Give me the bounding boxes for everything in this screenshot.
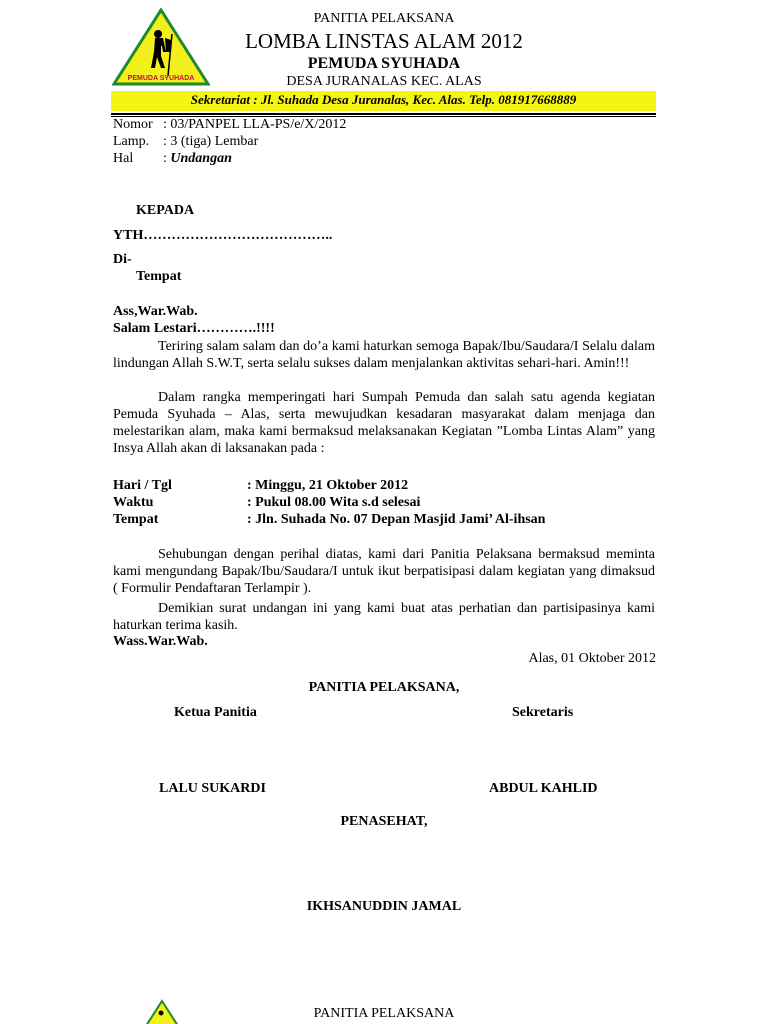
signature-committee: PANITIA PELAKSANA, <box>308 680 460 695</box>
logo-text: PEMUDA SYUHADA <box>127 75 195 82</box>
body-paragraph-4: Demikian surat undangan ini yang kami buat atas perhatian dan partisipasinya kami haturkan terima kasih. <box>113 601 655 633</box>
letter-attachment <box>113 134 258 150</box>
lamp-value: : 3 (tiga) Lembar <box>163 134 259 149</box>
recipient-kepada: KEPADA <box>136 203 195 218</box>
header-rule <box>111 113 656 115</box>
secretary-name: ABDUL KAHLID <box>489 781 598 796</box>
body-paragraph-1: Teriring salam salam dan do’a kami haturkan semoga Bapak/Ibu/Saudara/I Selalu dalam lindungan Allah S.W.T, serta selalu sukses dalam menjalankan aktivitas sehari-hari. Amin!!! <box>113 339 655 371</box>
next-page-committee: PANITIA PELAKSANA <box>313 1006 455 1021</box>
detail-value-date: : Minggu, 21 Oktober 2012 <box>247 478 409 493</box>
greeting-opening: Ass,War.Wab. <box>113 304 198 319</box>
recipient-yth: YTH………………………………….. <box>113 228 333 243</box>
recipient-tempat: Tempat <box>136 269 182 284</box>
committee-heading: PANITIA PELAKSANA <box>313 11 455 26</box>
hal-sep: : <box>163 151 167 166</box>
greeting-salam: Salam Lestari………….!!!! <box>113 321 275 336</box>
detail-label-place: Tempat <box>113 512 159 527</box>
place-date: Alas, 01 Oktober 2012 <box>528 651 656 666</box>
detail-value-place: : Jln. Suhada No. 07 Depan Masjid Jami’ Al-ihsan <box>247 512 546 527</box>
hal-value: Undangan <box>170 151 232 166</box>
letter-number <box>113 117 346 133</box>
detail-value-time: : Pukul 08.00 Wita s.d selesai <box>247 495 421 510</box>
detail-label-date: Hari / Tgl <box>113 478 172 493</box>
village-address: DESA JURANALAS KEC. ALAS <box>286 74 482 89</box>
recipient-di: Di- <box>113 252 132 267</box>
hal-label: Hal <box>113 151 134 166</box>
event-title: LOMBA LINSTAS ALAM 2012 <box>245 29 523 53</box>
nomor-label: Nomor <box>113 117 153 132</box>
letter-subject <box>113 151 232 167</box>
nomor-value: : 03/PANPEL LLA-PS/e/X/2012 <box>163 117 347 132</box>
secretary-title: Sekretaris <box>512 705 574 720</box>
body-paragraph-2: Dalam rangka memperingati hari Sumpah Pemuda dan salah satu agenda kegiatan Pemuda Syuhada – Alas, serta mewujudkan kesadaran masyarakat dalam menjaga dan melestarikan alam, maka kami bermaksud melaksanakan Kegiatan ”Lomba Lintas Alam” yang Insya Allah akan di laksanakan pada : <box>113 390 655 456</box>
closing-salutation: Wass.War.Wab. <box>113 634 208 649</box>
advisor-title: PENASEHAT, <box>340 814 428 829</box>
chair-title: Ketua Panitia <box>174 705 257 720</box>
body-paragraph-3: Sehubungan dengan perihal diatas, kami dari Panitia Pelaksana bermaksud meminta kami mengundang Bapak/Ibu/Saudara/I untuk ikut berpatisipasi dalam kegiatan yang dimaksud ( Formulir Pendaftaran Terlampir ). <box>113 547 655 596</box>
chair-name: LALU SUKARDI <box>159 781 266 796</box>
secretariat-text: Sekretariat : Jl. Suhada Desa Juranalas, Kec. Alas. Telp. 081917668889 <box>190 92 577 107</box>
detail-label-time: Waktu <box>113 495 154 510</box>
advisor-name: IKHSANUDDIN JAMAL <box>306 899 462 914</box>
lamp-label: Lamp. <box>113 134 150 149</box>
organization-name: PEMUDA SYUHADA <box>307 55 461 72</box>
